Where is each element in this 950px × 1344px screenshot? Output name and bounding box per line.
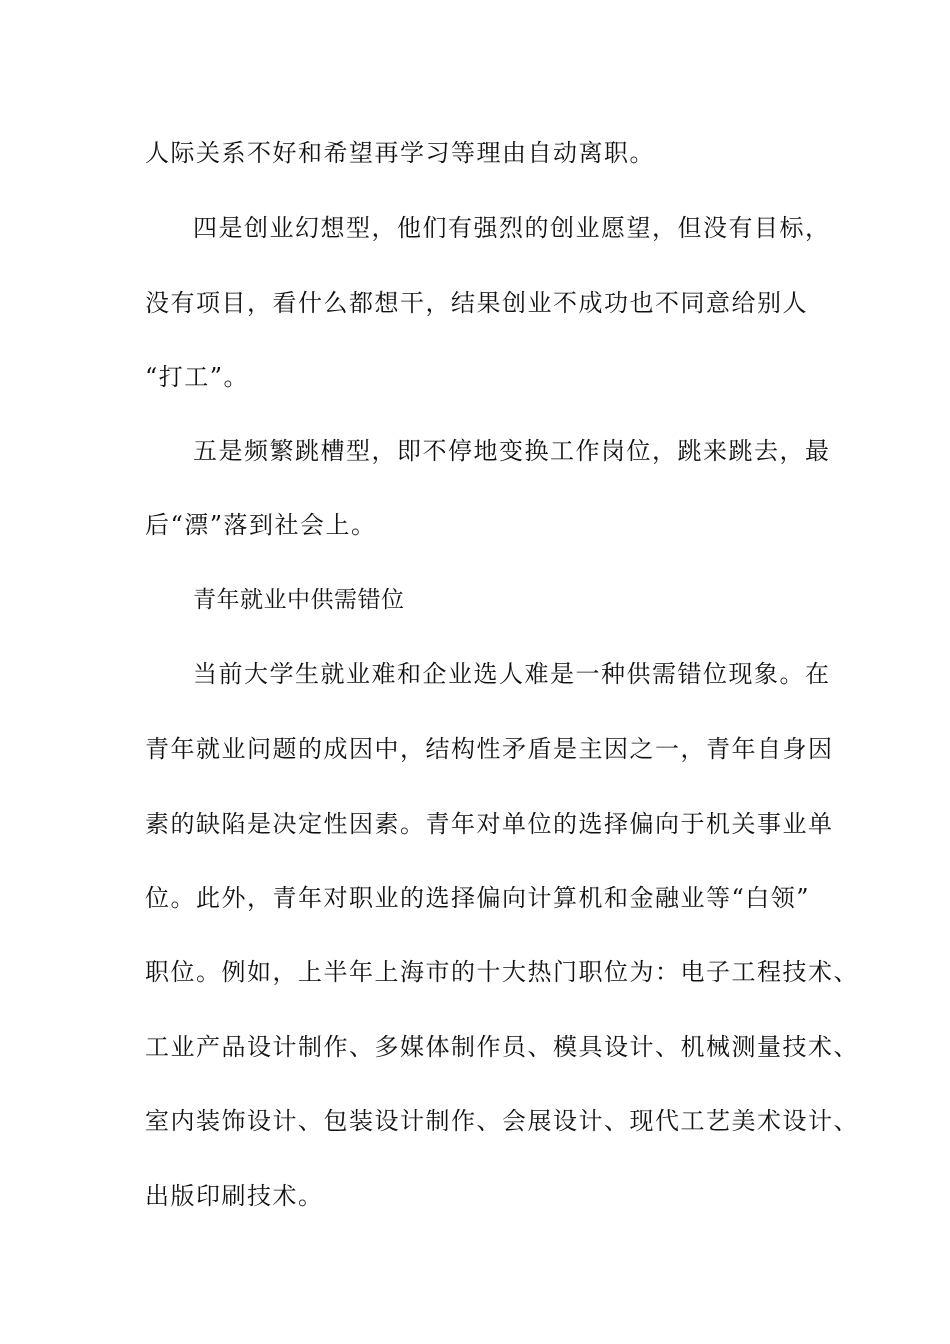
section-heading: 青年就业中供需错位 bbox=[193, 587, 405, 613]
paragraph-line: 出版印刷技术。 bbox=[145, 1182, 324, 1210]
paragraph-line: 人际关系不好和希望再学习等理由自动离职。 bbox=[145, 139, 655, 167]
paragraph-line: 工业产品设计制作、多媒体制作员、模具设计、机械测量技术、 bbox=[145, 1033, 859, 1061]
paragraph-line: 位。此外，青年对职业的选择偏向计算机和金融业等“白领” bbox=[145, 884, 811, 912]
paragraph-line: “打工”。 bbox=[145, 363, 250, 391]
paragraph-line: 室内装饰设计、包装设计制作、会展设计、现代工艺美术设计、 bbox=[145, 1107, 859, 1135]
paragraph-line: 当前大学生就业难和企业选人难是一种供需错位现象。在 bbox=[193, 660, 831, 688]
paragraph-line: 青年就业问题的成因中，结构性矛盾是主因之一，青年自身因 bbox=[145, 735, 834, 763]
paragraph-line: 职位。例如，上半年上海市的十大热门职位为：电子工程技术、 bbox=[145, 958, 859, 986]
paragraph-line: 素的缺陷是决定性因素。青年对单位的选择偏向于机关事业单 bbox=[145, 810, 834, 838]
paragraph-line: 四是创业幻想型，他们有强烈的创业愿望，但没有目标， bbox=[193, 214, 831, 242]
paragraph-line: 没有项目，看什么都想干，结果创业不成功也不同意给别人 bbox=[145, 289, 808, 317]
paragraph-line: 五是频繁跳槽型，即不停地变换工作岗位，跳来跳去，最 bbox=[193, 437, 831, 465]
paragraph-line: 后“漂”落到社会上。 bbox=[145, 511, 377, 539]
